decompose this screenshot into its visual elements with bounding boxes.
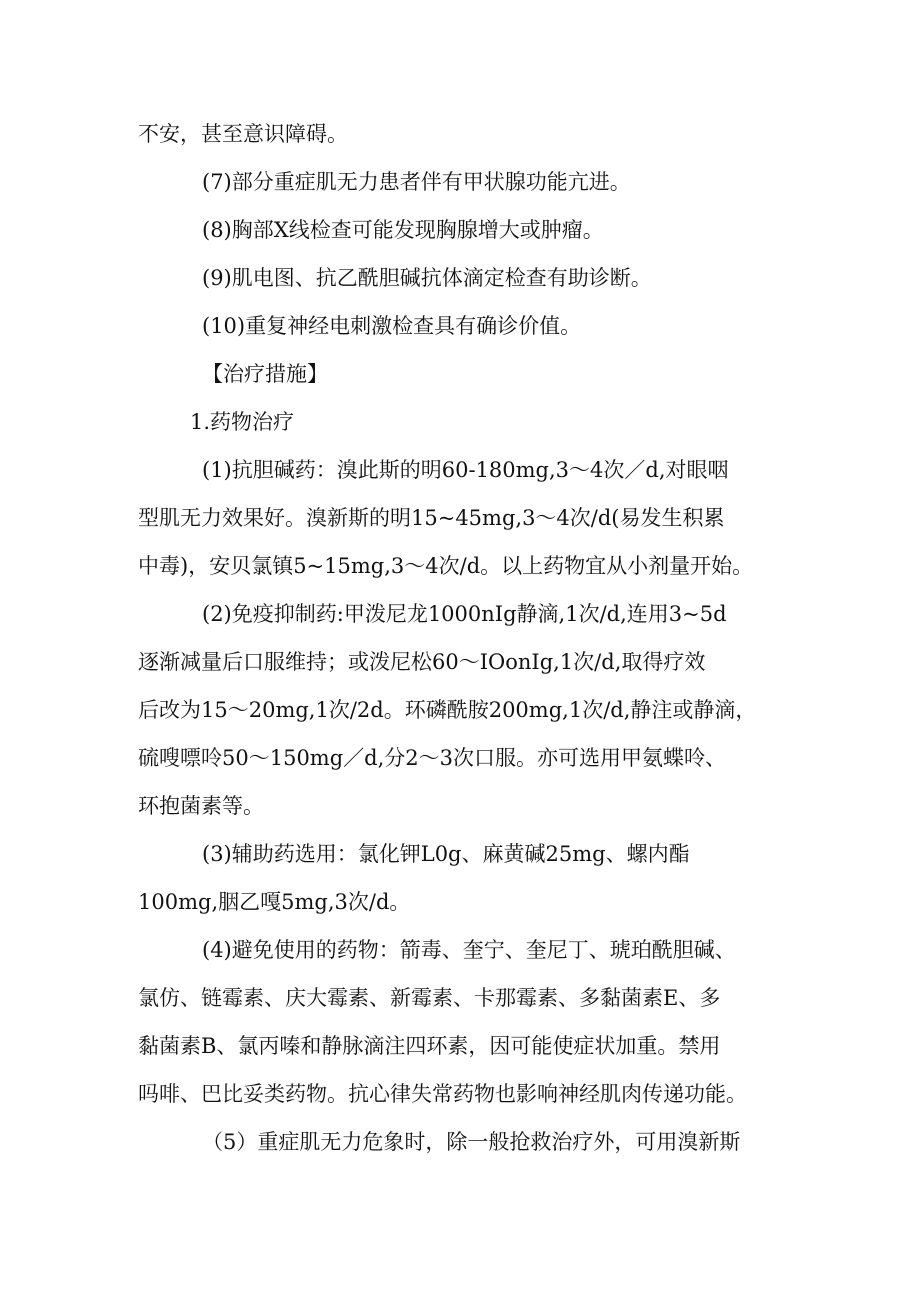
text-line: (9)肌电图、抗乙酰胆碱抗体滴定检查有助诊断。 (202, 266, 652, 290)
text-line: (4)避免使用的药物：箭毒、奎宁、奎尼丁、琥珀酰胆碱、 (202, 938, 736, 962)
text-line: (2)免疫抑制药:甲泼尼龙1000nIg静滴,1次/d,连用3~5d (202, 602, 727, 626)
text-line: 100mg,胭乙嘎5mg,3次/d。 (138, 890, 411, 914)
text-line: (1)抗胆碱药：溴此斯的明60-180mg,3～4次／d,对眼咽 (202, 458, 729, 482)
text-line: (8)胸部X线检查可能发现胸腺增大或肿瘤。 (202, 218, 604, 242)
text-line: (10)重复神经电刺激检查具有确诊价值。 (202, 314, 582, 338)
text-line: （5）重症肌无力危象时，除一般抢救治疗外，可用溴新斯 (202, 1130, 741, 1154)
text-line: 不安，甚至意识障碍。 (138, 122, 348, 146)
text-line: (7)部分重症肌无力患者伴有甲状腺功能亢进。 (202, 170, 631, 194)
text-line: 硫嗖嘌呤50～150mg／d,分2～3次口服。亦可选用甲氨蝶呤、 (138, 746, 726, 770)
subsection-heading: 1.药物治疗 (190, 410, 295, 434)
text-line: 逐渐减量后口服维持；或泼尼松60～IOonIg,1次/d,取得疗效 (138, 650, 706, 674)
text-line: 黏菌素B、氯丙嗪和静脉滴注四环素，因可能使症状加重。禁用 (138, 1034, 721, 1058)
text-line: (3)辅助药选用：氯化钾L0g、麻黄碱25mg、螺内酯 (202, 842, 690, 866)
text-line: 型肌无力效果好。溴新斯的明15~45mg,3～4次/d(易发生积累 (138, 506, 725, 530)
section-heading: 【治疗措施】 (202, 362, 328, 386)
text-line: 后改为15～20mg,1次/2d。环磷酰胺200mg,1次/d,静注或静滴， (138, 698, 757, 722)
text-line: 环抱菌素等。 (138, 794, 264, 818)
document-body (138, 110, 798, 1166)
text-line: 氯仿、链霉素、庆大霉素、新霉素、卡那霉素、多黏菌素E、多 (138, 986, 721, 1010)
text-line: 中毒)，安贝氯镇5~15mg,3～4次/d。以上药物宜从小剂量开始。 (138, 554, 754, 578)
text-line: 吗啡、巴比妥类药物。抗心律失常药物也影响神经肌肉传递功能。 (138, 1082, 747, 1106)
